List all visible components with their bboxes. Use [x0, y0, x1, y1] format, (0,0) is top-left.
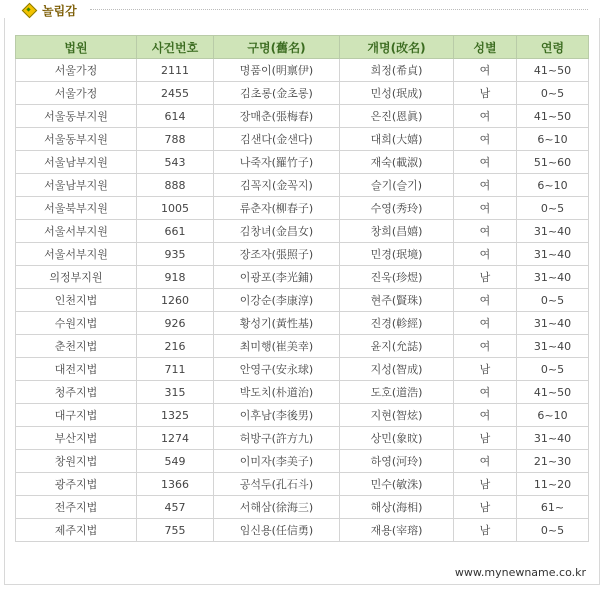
cell-old-name: 나죽자(羅竹子)	[214, 151, 340, 174]
cell-court: 서울북부지원	[16, 197, 137, 220]
cell-age: 31~40	[517, 243, 589, 266]
cell-court: 전주지법	[16, 496, 137, 519]
table-row	[16, 243, 589, 266]
cell-new-name: 대희(大嬉)	[340, 128, 454, 151]
table-row	[16, 82, 589, 105]
cell-case-number: 457	[137, 496, 214, 519]
cell-new-name: 상민(象旼)	[340, 427, 454, 450]
table-row	[16, 266, 589, 289]
cell-case-number: 888	[137, 174, 214, 197]
cell-new-name: 은진(恩眞)	[340, 105, 454, 128]
cell-new-name: 도호(道浩)	[340, 381, 454, 404]
cell-court: 창원지법	[16, 450, 137, 473]
cell-age: 41~50	[517, 105, 589, 128]
table-row	[16, 404, 589, 427]
name-change-table	[15, 35, 589, 542]
table-header-row	[16, 36, 589, 59]
cell-old-name: 김초롱(金초롱)	[214, 82, 340, 105]
cell-case-number: 549	[137, 450, 214, 473]
cell-gender: 남	[454, 266, 517, 289]
cell-age: 31~40	[517, 220, 589, 243]
cell-age: 0~5	[517, 197, 589, 220]
cell-court: 제주지법	[16, 519, 137, 542]
cell-age: 0~5	[517, 289, 589, 312]
cell-court: 서울서부지원	[16, 243, 137, 266]
cell-gender: 남	[454, 496, 517, 519]
cell-case-number: 926	[137, 312, 214, 335]
cell-new-name: 지성(智成)	[340, 358, 454, 381]
cell-gender: 여	[454, 381, 517, 404]
table-row	[16, 151, 589, 174]
cell-gender: 여	[454, 335, 517, 358]
cell-court: 서울남부지원	[16, 174, 137, 197]
cell-new-name: 하영(河玲)	[340, 450, 454, 473]
cell-old-name: 공석두(孔石斗)	[214, 473, 340, 496]
table-row	[16, 450, 589, 473]
cell-gender: 여	[454, 197, 517, 220]
cell-old-name: 임신용(任信勇)	[214, 519, 340, 542]
cell-case-number: 543	[137, 151, 214, 174]
cell-court: 대구지법	[16, 404, 137, 427]
table-row	[16, 335, 589, 358]
table-body	[16, 59, 589, 542]
cell-new-name: 지현(智炫)	[340, 404, 454, 427]
cell-new-name: 민경(珉境)	[340, 243, 454, 266]
column-header-old-name: 구명(舊名)	[214, 36, 340, 59]
cell-gender: 여	[454, 151, 517, 174]
cell-case-number: 216	[137, 335, 214, 358]
cell-court: 청주지법	[16, 381, 137, 404]
cell-age: 6~10	[517, 404, 589, 427]
cell-court: 서울남부지원	[16, 151, 137, 174]
table-row	[16, 381, 589, 404]
cell-case-number: 755	[137, 519, 214, 542]
cell-old-name: 류춘자(柳春子)	[214, 197, 340, 220]
column-header-new-name: 개명(改名)	[340, 36, 454, 59]
cell-age: 31~40	[517, 427, 589, 450]
cell-gender: 여	[454, 174, 517, 197]
cell-court: 서울가정	[16, 59, 137, 82]
cell-court: 서울동부지원	[16, 105, 137, 128]
cell-case-number: 1325	[137, 404, 214, 427]
cell-court: 의정부지원	[16, 266, 137, 289]
cell-age: 0~5	[517, 519, 589, 542]
cell-court: 대전지법	[16, 358, 137, 381]
cell-new-name: 수영(秀玲)	[340, 197, 454, 220]
cell-case-number: 315	[137, 381, 214, 404]
cell-case-number: 614	[137, 105, 214, 128]
table-row	[16, 312, 589, 335]
cell-age: 11~20	[517, 473, 589, 496]
cell-gender: 여	[454, 128, 517, 151]
cell-old-name: 이광포(李光鋪)	[214, 266, 340, 289]
cell-case-number: 711	[137, 358, 214, 381]
cell-court: 수원지법	[16, 312, 137, 335]
cell-age: 31~40	[517, 266, 589, 289]
cell-court: 춘천지법	[16, 335, 137, 358]
cell-case-number: 1274	[137, 427, 214, 450]
cell-new-name: 슬기(슬기)	[340, 174, 454, 197]
section-header	[22, 0, 77, 20]
cell-old-name: 장조자(張照子)	[214, 243, 340, 266]
cell-old-name: 이미자(李美子)	[214, 450, 340, 473]
cell-gender: 여	[454, 243, 517, 266]
cell-case-number: 1260	[137, 289, 214, 312]
cell-court: 서울동부지원	[16, 128, 137, 151]
table-row	[16, 427, 589, 450]
cell-court: 서울서부지원	[16, 220, 137, 243]
cell-new-name: 민수(敏洙)	[340, 473, 454, 496]
header-divider	[90, 9, 588, 10]
cell-old-name: 허방구(許方九)	[214, 427, 340, 450]
column-header-gender: 성별	[454, 36, 517, 59]
cell-age: 31~40	[517, 335, 589, 358]
cell-new-name: 진경(軫經)	[340, 312, 454, 335]
cell-court: 인천지법	[16, 289, 137, 312]
cell-case-number: 1005	[137, 197, 214, 220]
cell-old-name: 황성기(黃性基)	[214, 312, 340, 335]
cell-old-name: 장매춘(張梅春)	[214, 105, 340, 128]
cell-gender: 여	[454, 220, 517, 243]
cell-old-name: 김창녀(金昌女)	[214, 220, 340, 243]
cell-old-name: 명품이(明禀伊)	[214, 59, 340, 82]
cell-new-name: 희정(希貞)	[340, 59, 454, 82]
cell-gender: 남	[454, 427, 517, 450]
cell-age: 6~10	[517, 174, 589, 197]
cell-age: 21~30	[517, 450, 589, 473]
cell-case-number: 788	[137, 128, 214, 151]
cell-new-name: 해상(海相)	[340, 496, 454, 519]
cell-court: 서울가정	[16, 82, 137, 105]
cell-case-number: 935	[137, 243, 214, 266]
diamond-bullet-icon	[22, 3, 36, 17]
cell-new-name: 재용(宰瑢)	[340, 519, 454, 542]
cell-new-name: 진욱(珍煜)	[340, 266, 454, 289]
column-header-court: 법원	[16, 36, 137, 59]
table-row	[16, 197, 589, 220]
cell-case-number: 918	[137, 266, 214, 289]
cell-gender: 여	[454, 450, 517, 473]
table-row	[16, 128, 589, 151]
cell-case-number: 1366	[137, 473, 214, 496]
cell-age: 6~10	[517, 128, 589, 151]
cell-old-name: 김샌다(金샌다)	[214, 128, 340, 151]
cell-gender: 남	[454, 519, 517, 542]
cell-new-name: 현주(賢珠)	[340, 289, 454, 312]
site-url: www.mynewname.co.kr	[454, 566, 586, 579]
cell-new-name: 민성(珉成)	[340, 82, 454, 105]
cell-gender: 여	[454, 289, 517, 312]
cell-gender: 여	[454, 105, 517, 128]
cell-new-name: 창희(昌嬉)	[340, 220, 454, 243]
cell-age: 61~	[517, 496, 589, 519]
column-header-case-number: 사건번호	[137, 36, 214, 59]
column-header-age: 연령	[517, 36, 589, 59]
cell-gender: 남	[454, 473, 517, 496]
cell-age: 0~5	[517, 82, 589, 105]
cell-court: 광주지법	[16, 473, 137, 496]
cell-new-name: 재숙(載淑)	[340, 151, 454, 174]
cell-court: 부산지법	[16, 427, 137, 450]
section-title: 놀림감	[42, 3, 77, 18]
cell-new-name: 윤지(允誌)	[340, 335, 454, 358]
cell-old-name: 박도치(朴道治)	[214, 381, 340, 404]
cell-case-number: 661	[137, 220, 214, 243]
cell-gender: 여	[454, 59, 517, 82]
table-row	[16, 59, 589, 82]
table-row	[16, 358, 589, 381]
cell-old-name: 최미행(崔美幸)	[214, 335, 340, 358]
table-row	[16, 519, 589, 542]
cell-age: 31~40	[517, 312, 589, 335]
cell-age: 41~50	[517, 59, 589, 82]
table-row	[16, 174, 589, 197]
cell-age: 41~50	[517, 381, 589, 404]
cell-old-name: 김꼭지(金꼭지)	[214, 174, 340, 197]
cell-gender: 여	[454, 404, 517, 427]
cell-old-name: 안영구(安永球)	[214, 358, 340, 381]
cell-gender: 남	[454, 82, 517, 105]
table-row	[16, 105, 589, 128]
cell-gender: 남	[454, 358, 517, 381]
cell-gender: 여	[454, 312, 517, 335]
cell-age: 0~5	[517, 358, 589, 381]
cell-age: 51~60	[517, 151, 589, 174]
table-row	[16, 473, 589, 496]
table-row	[16, 496, 589, 519]
cell-case-number: 2111	[137, 59, 214, 82]
cell-old-name: 서해삼(徐海三)	[214, 496, 340, 519]
cell-old-name: 이강순(李康淳)	[214, 289, 340, 312]
cell-case-number: 2455	[137, 82, 214, 105]
table-row	[16, 220, 589, 243]
table-row	[16, 289, 589, 312]
cell-old-name: 이후남(李後男)	[214, 404, 340, 427]
